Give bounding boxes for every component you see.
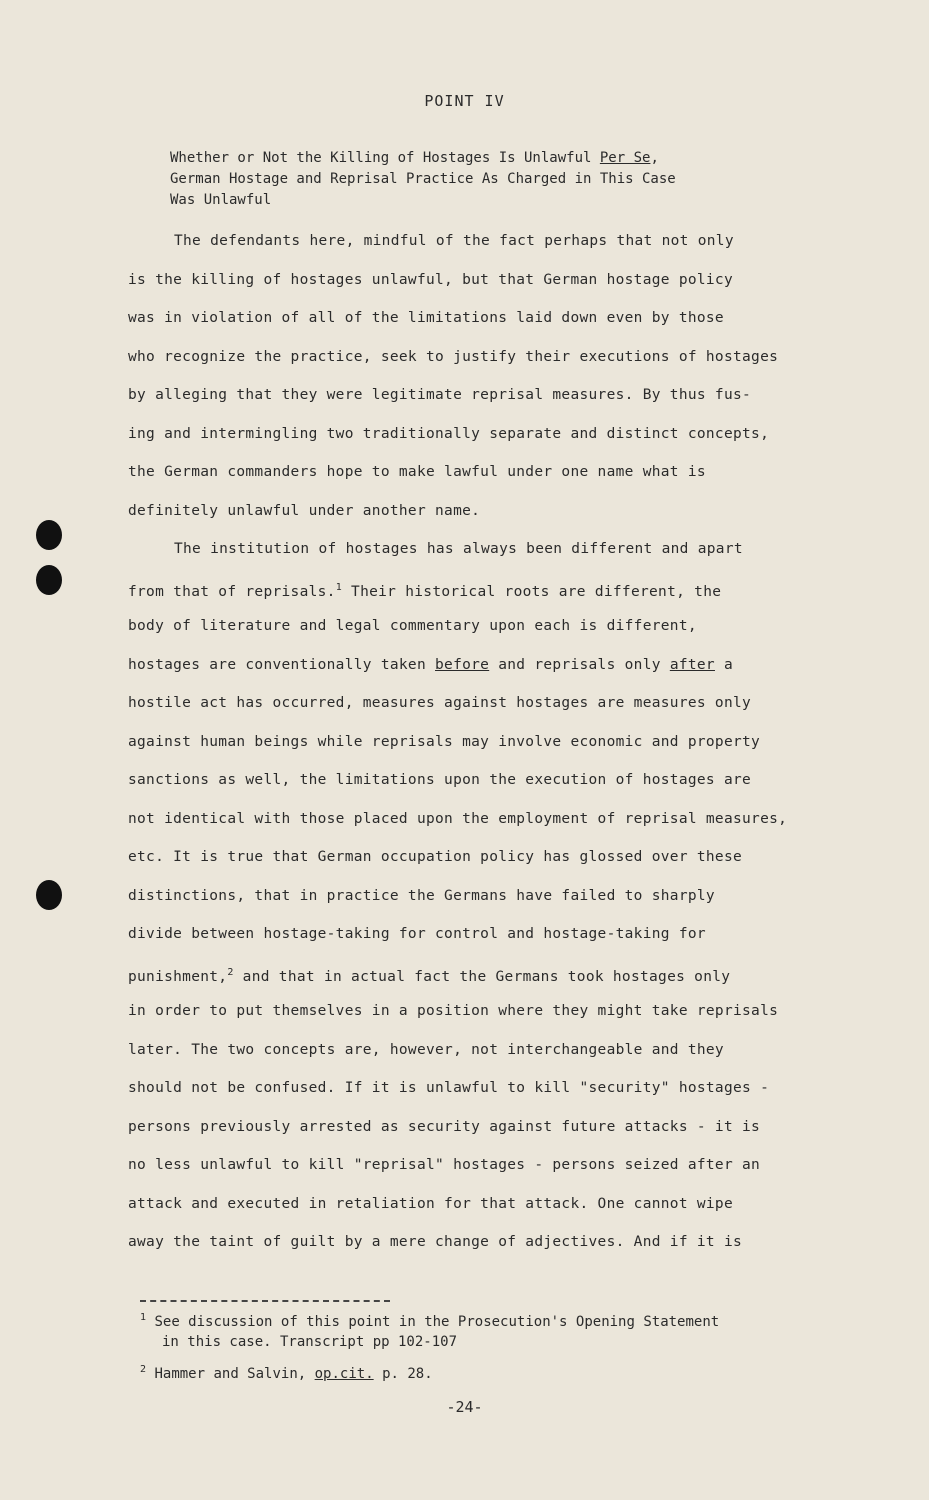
body-line: etc. It is true that German occupation policy has glossed over these [128, 849, 743, 865]
body-line: from that of reprisals.$^1$ Their historical roots are different, the [128, 581, 722, 600]
op-cit-underlined: op.cit. [314, 1366, 374, 1382]
after-underlined: after [669, 656, 715, 673]
footnote-1: $^1$ See discussion of this point in the Prosecution's Opening Statement in this case. Transcript pp 102-107 [140, 1312, 720, 1350]
body-line: no less unlawful to kill "reprisal" hostages - persons seized after an [128, 1157, 761, 1173]
body-line: The defendants here, mindful of the fact perhaps that not only [174, 233, 734, 249]
body-line: in order to put themselves in a position where they might take reprisals [128, 1003, 779, 1019]
body-line: hostages are conventionally taken before and reprisals only after a [128, 656, 734, 673]
body-line: persons previously arrested as security against future attacks - it is [128, 1118, 761, 1135]
body-line: ing and intermingling two traditionally separate and distinct concepts, [128, 425, 770, 442]
body-line: not identical with those placed upon the employment of reprisal measures, [128, 810, 788, 827]
body-line: distinctions, that in practice the Germans have failed to sharply [128, 887, 715, 904]
body-line: attack and executed in retaliation for that attack. One cannot wipe [128, 1195, 733, 1212]
body-line: body of literature and legal commentary upon each is different, [128, 618, 697, 634]
body-line: later. The two concepts are, however, not interchangeable and they [128, 1041, 724, 1058]
body-line: is the killing of hostages unlawful, but that German hostage policy [128, 271, 733, 288]
punch-hole [36, 565, 62, 595]
footnote-number: 1 [140, 1312, 147, 1323]
caption-line-3: Was Unlawful [170, 192, 272, 208]
before-underlined: before [435, 656, 490, 673]
body-line: The institution of hostages has always been different and apart [174, 541, 743, 557]
section-caption [170, 148, 790, 211]
footnote-number: 2 [140, 1364, 147, 1375]
page-number: -24- [446, 1398, 483, 1416]
body-line: against human beings while reprisals may involve economic and property [128, 733, 761, 750]
footnote-ref-1: 1 [335, 581, 343, 593]
body-line: definitely unlawful under another name. [128, 502, 481, 519]
punch-hole [36, 880, 62, 910]
footnote-ref-2: 2 [227, 966, 234, 978]
body-line: should not be confused. If it is unlawful to kill "security" hostages - [128, 1080, 770, 1096]
body-line: sanctions as well, the limitations upon the execution of hostages are [128, 772, 752, 788]
body-line: divide between hostage-taking for control and hostage-taking for [128, 926, 706, 942]
footnote-divider [140, 1300, 390, 1302]
body-text [128, 222, 848, 1262]
footnote-2: $^2$ Hammer and Salvin, op.cit. p. 28. [140, 1364, 433, 1382]
punch-hole [36, 520, 62, 550]
body-line: punishment,$^2$ and that in actual fact the Germans took hostages only [128, 966, 731, 985]
body-line: hostile act has occurred, measures against hostages are measures only [128, 695, 752, 711]
body-line: was in violation of all of the limitations laid down even by those [128, 310, 724, 326]
caption-line-2: German Hostage and Reprisal Practice As Charged in This Case [170, 171, 676, 187]
caption-line-1: Whether or Not the Killing of Hostages Is Unlawful Per Se, [170, 150, 659, 166]
body-line: away the taint of guilt by a mere change of adjectives. And if it is [128, 1234, 743, 1250]
page-heading: POINT IV [424, 92, 505, 110]
body-line: by alleging that they were legitimate reprisal measures. By thus fus- [128, 387, 752, 403]
per-se-underlined: Per Se [599, 150, 651, 166]
body-line: the German commanders hope to make lawful under one name what is [128, 464, 706, 480]
body-line: who recognize the practice, seek to justify their executions of hostages [128, 348, 779, 365]
